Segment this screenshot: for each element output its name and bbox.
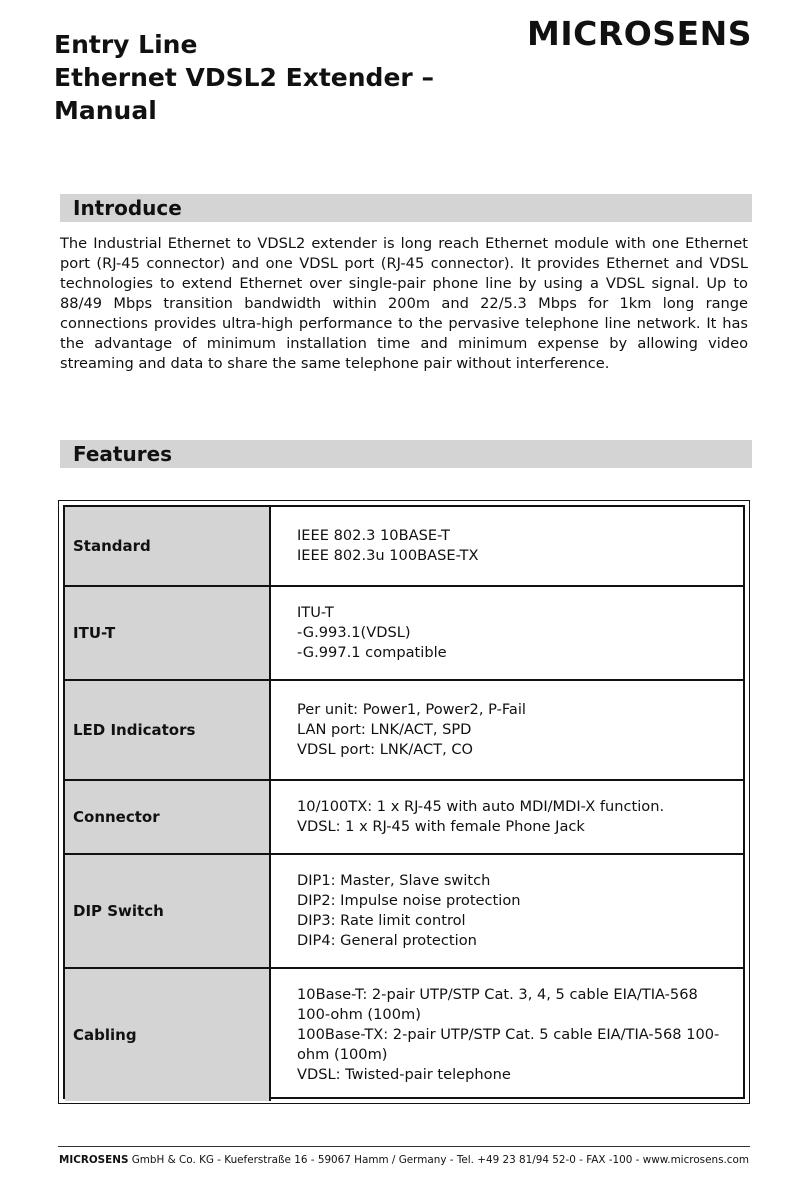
section-heading-features <box>60 440 752 468</box>
page-footer <box>58 1154 750 1166</box>
row-label-cell <box>65 507 271 585</box>
row-label: Cabling <box>73 1026 137 1044</box>
row-value-line: VDSL: 1 x RJ-45 with female Phone Jack <box>297 818 585 835</box>
row-value-line: 100Base-TX: 2-pair UTP/STP Cat. 5 cable EIA/TIA-568 100- <box>297 1026 720 1043</box>
row-value-line: ohm (100m) <box>297 1046 388 1063</box>
footer-divider <box>58 1146 750 1147</box>
row-label: ITU-T <box>73 624 116 642</box>
row-value-line: IEEE 802.3 10BASE-T <box>297 527 450 544</box>
row-value-cell <box>297 855 735 967</box>
row-label: LED Indicators <box>73 721 196 739</box>
footer-address: GmbH & Co. KG - Kueferstraße 16 - 59067 Hamm / Germany - Tel. +49 23 81/94 52-0 - FAX -100 - www.microsens.com <box>128 1154 749 1166</box>
table-row <box>65 967 743 1101</box>
row-value-line: -G.997.1 compatible <box>297 644 447 661</box>
table-row <box>65 507 743 585</box>
row-label-cell <box>65 855 271 967</box>
row-label-cell <box>65 781 271 853</box>
title-line: Entry Line <box>54 30 198 59</box>
row-value-line: DIP1: Master, Slave switch <box>297 872 491 889</box>
row-label: Connector <box>73 808 160 826</box>
row-label: Standard <box>73 537 151 555</box>
row-label: DIP Switch <box>73 902 164 920</box>
table-row <box>65 585 743 679</box>
row-value-line: DIP2: Impulse noise protection <box>297 892 521 909</box>
title-line: Manual <box>54 96 157 125</box>
row-value-line: DIP3: Rate limit control <box>297 912 466 929</box>
row-value-line: -G.993.1(VDSL) <box>297 624 411 641</box>
row-label-cell <box>65 587 271 679</box>
row-value-line: ITU-T <box>297 604 334 621</box>
row-value-line: VDSL port: LNK/ACT, CO <box>297 741 474 758</box>
document-title <box>54 28 434 127</box>
section-heading-text: Features <box>73 442 173 466</box>
row-value-cell <box>297 781 735 853</box>
title-line: Ethernet VDSL2 Extender – <box>54 63 434 92</box>
section-heading-text: Introduce <box>73 196 182 220</box>
table-row <box>65 679 743 779</box>
row-value-line: VDSL: Twisted-pair telephone <box>297 1066 511 1083</box>
features-table <box>58 500 750 1104</box>
row-label-cell <box>65 969 271 1101</box>
row-value-line: IEEE 802.3u 100BASE-TX <box>297 547 479 564</box>
row-value-line: 10/100TX: 1 x RJ-45 with auto MDI/MDI-X function. <box>297 798 665 815</box>
row-value-cell <box>297 507 735 585</box>
intro-paragraph: The Industrial Ethernet to VDSL2 extender is long reach Ethernet module with one Ethernet port (RJ-45 connector) and one VDSL port (RJ-45 connector). It provides Ethernet and VDSL technologies to extend Ethernet over single-pair phone line by using a VDSL signal. Up to 88/49 Mbps transition bandwidth within 200m and 22/5.3 Mbps for 1km long range connections provides ultra-high performance to the pervasive telephone line network. It has the advantage of minimum installation time and minimum expense by allowing video streaming and data to share the same telephone pair without interference. <box>60 235 748 372</box>
row-value-line: Per unit: Power1, Power2, P-Fail <box>297 701 526 718</box>
brand-logo: MICROSENS <box>527 14 752 53</box>
footer-company: MICROSENS <box>59 1154 129 1166</box>
row-value-line: LAN port: LNK/ACT, SPD <box>297 721 472 738</box>
table-row <box>65 853 743 967</box>
row-value-cell <box>297 587 735 679</box>
table-row <box>65 779 743 853</box>
features-table-body <box>63 505 745 1099</box>
row-value-line: 100-ohm (100m) <box>297 1006 421 1023</box>
row-value-line: 10Base-T: 2-pair UTP/STP Cat. 3, 4, 5 cable EIA/TIA-568 <box>297 986 698 1003</box>
row-value-line: DIP4: General protection <box>297 932 477 949</box>
row-value-cell <box>297 969 735 1101</box>
section-heading-introduce <box>60 194 752 222</box>
row-value-cell <box>297 681 735 779</box>
row-label-cell <box>65 681 271 779</box>
